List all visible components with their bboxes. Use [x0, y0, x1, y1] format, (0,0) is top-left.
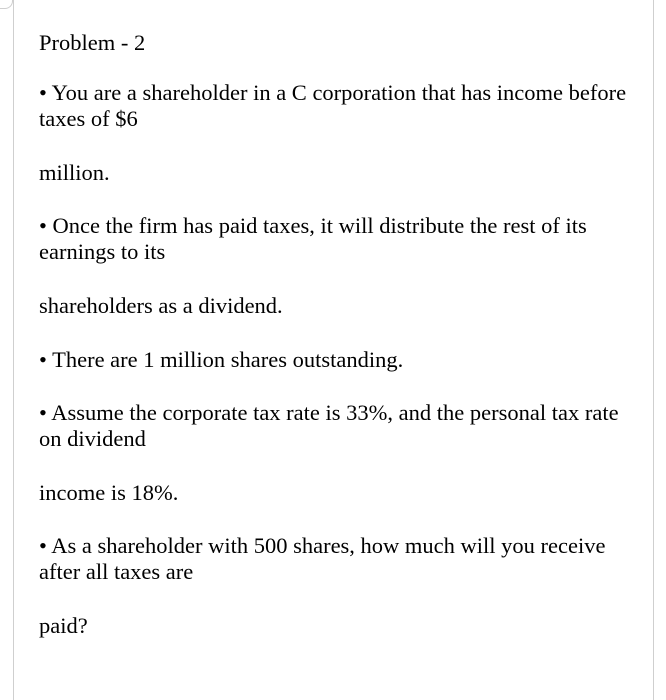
text-continuation-dividend-rate: income is 18%.	[39, 480, 179, 505]
bullet-shares-outstanding: • There are 1 million shares outstanding.	[39, 347, 404, 372]
bullet-question: • As a shareholder with 500 shares, how much will you receive after all taxes are	[39, 533, 606, 584]
bullet-distribute-earnings: • Once the firm has paid taxes, it will distribute the rest of its earnings to its	[39, 213, 587, 264]
text-continuation-dividend: shareholders as a dividend.	[39, 293, 283, 318]
problem-title: Problem - 2	[39, 30, 146, 55]
bullet-tax-rates: • Assume the corporate tax rate is 33%, and the personal tax rate on dividend	[39, 400, 619, 451]
corner-decoration	[0, 0, 13, 9]
text-continuation-paid: paid?	[39, 613, 88, 638]
text-continuation-million: million.	[39, 160, 110, 185]
bullet-income-before-taxes: • You are a shareholder in a C corporation that has income before taxes of $6	[39, 80, 627, 131]
